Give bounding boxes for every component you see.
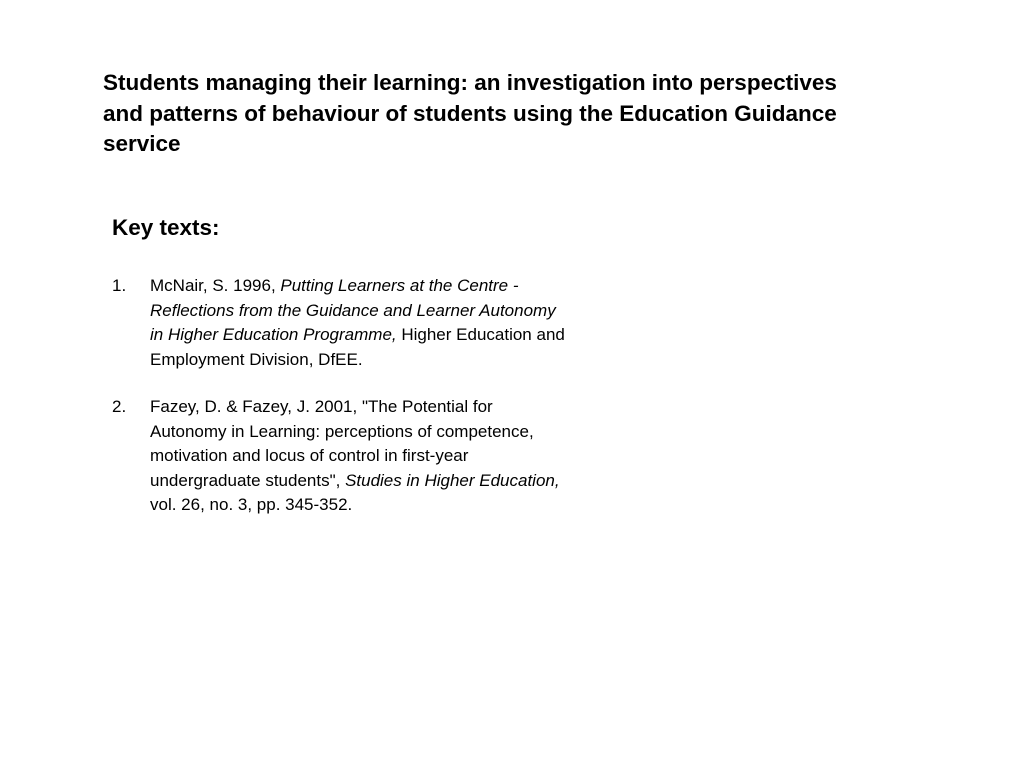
reference-citation [150, 276, 565, 369]
reference-volume: vol. 26, no. 3, pp. 345-352. [150, 495, 353, 514]
key-texts-heading: Key texts: [112, 215, 220, 240]
reference-list [110, 274, 570, 518]
reference-authors: McNair, S. 1996, [150, 276, 281, 295]
reference-number: 2. [112, 397, 127, 416]
reference-number: 1. [112, 276, 127, 295]
reference-journal: Studies in Higher Education, [345, 470, 560, 490]
reference-item [110, 395, 570, 518]
reference-publisher: Higher Education and Employment Division, DfEE. [150, 325, 565, 369]
slide-title: Students managing their learning: an investigation into perspectives and patterns of behaviour of students using the Education Guidance service [103, 70, 837, 156]
reference-title: Putting Learners at the Centre - Reflections from the Guidance and Learner Autonomy in Higher Education Programme, [150, 276, 556, 344]
reference-authors: Fazey, D. & Fazey, J. 2001, "The Potential for Autonomy in Learning: perceptions of competence, motivation and locus of control in first-year undergraduate students", [150, 397, 534, 490]
reference-citation [150, 397, 560, 514]
reference-item [110, 274, 570, 372]
